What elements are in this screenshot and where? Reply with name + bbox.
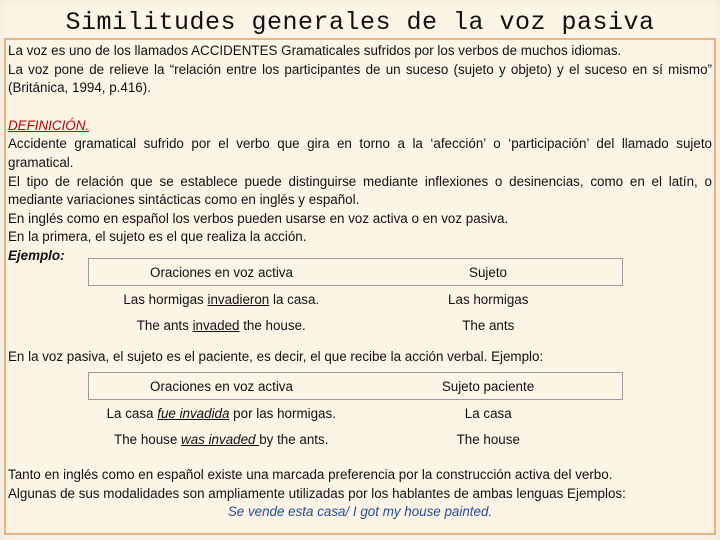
subject-cell: The ants (462, 317, 515, 333)
sentence-cell: The house was invaded by the ants. (114, 431, 329, 447)
subject-cell: The house (456, 431, 520, 447)
closing-section (8, 466, 712, 522)
table-header-row (89, 373, 623, 400)
table-row (89, 400, 623, 427)
closing-paragraph-2: Algunas de sus modalidades son ampliamente utilizadas por los hablantes de ambas lenguas Ejemplos: (8, 485, 626, 501)
table-header-subject: Sujeto paciente (354, 373, 623, 400)
definition-paragraph-2: El tipo de relación que se establece puede distinguirse mediante inflexiones o desinencias, como en el latín, o mediante variaciones sintácticas como en inglés y español. (8, 173, 712, 208)
definition-paragraph-3: En inglés como en español los verbos pueden usarse en voz activa o en voz pasiva. (8, 210, 509, 226)
passive-voice-table (88, 372, 623, 452)
verb-underlined: invadieron (207, 291, 270, 307)
table-row (89, 312, 623, 338)
sentence-cell: Las hormigas invadieron la casa. (123, 291, 320, 307)
intro-paragraph-1: La voz es uno de los llamados ACCIDENTES Gramaticales sufridos por los verbos de muchos idiomas. (8, 43, 622, 58)
active-voice-table (88, 258, 623, 338)
subject-cell: Las hormigas (448, 291, 529, 307)
verb-underlined: fue invadida (157, 405, 230, 421)
closing-paragraph-1: Tanto en inglés como en español existe una marcada preferencia por la construcción activa del verbo. (8, 467, 613, 482)
definition-heading: DEFINICIÓN. (8, 117, 90, 133)
closing-examples: Se vende esta casa/ I got my house painted. (227, 504, 493, 520)
passive-intro: En la voz pasiva, el sujeto es el paciente, es decir, el que recibe la acción verbal. Ejemplo: (8, 349, 544, 364)
table-row (89, 426, 623, 452)
sentence-cell: The ants invaded the house. (136, 317, 306, 333)
table-header-sentences: Oraciones en voz activa (89, 259, 355, 286)
sentence-cell: La casa fue invadida por las hormigas. (106, 405, 336, 421)
verb-underlined: was invaded (181, 431, 260, 447)
subject-cell: La casa (464, 405, 512, 421)
definition-paragraph-4: En la primera, el sujeto es el que realiza la acción. (8, 229, 307, 245)
slide-title: Similitudes generales de la voz pasiva (65, 8, 655, 37)
example-label: Ejemplo: (8, 247, 65, 263)
definition-paragraph-1: Accidente gramatical sufrido por el verbo que gira en torno a la ‘afección’ o ‘participación’ del llamado sujeto gramatical. (8, 136, 712, 170)
intro-paragraph-2: La voz pone de relieve la “relación entre los participantes de un suceso (sujeto y objeto) y el suceso en sí mismo” (Británica, 1994, p.416). (8, 61, 712, 96)
verb-underlined: invaded (192, 317, 240, 333)
content-body (8, 42, 712, 266)
table-header-row (89, 259, 623, 286)
table-header-sentences: Oraciones en voz activa (89, 373, 355, 400)
table-row (89, 286, 623, 313)
table-header-subject: Sujeto (354, 259, 623, 286)
